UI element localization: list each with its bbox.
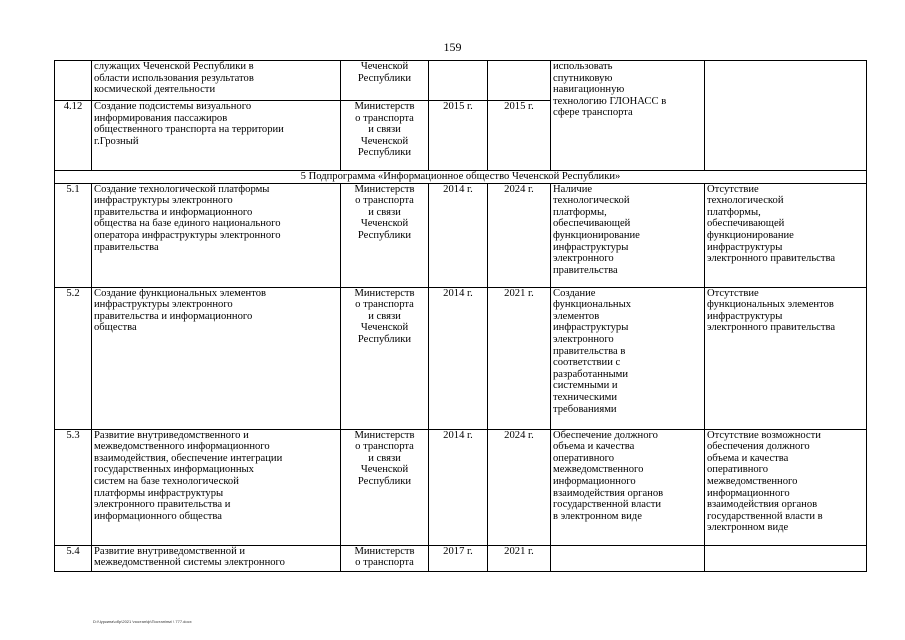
row-number: 5.4 [66, 545, 80, 557]
measure-name: Создание технологической платформы инфраструктуры электронного правительства и информационного общества на базе единого национального оператора инфраструктуры электронного правительства [94, 183, 281, 253]
row-number: 5.3 [66, 429, 80, 441]
measure-name: служащих Чеченской Республики в области использования результатов космической деятельности [94, 61, 254, 96]
table-row [55, 61, 867, 101]
start-year: 2014 г. [443, 183, 473, 195]
table-row [55, 287, 867, 429]
risk: Отсутствие функциональных элементов инфраструктуры электронного правительства [707, 287, 836, 334]
start-year: 2014 г. [443, 429, 473, 441]
executor: Министерств о транспорта [354, 545, 415, 569]
program-table [54, 60, 867, 572]
row-number: 5.1 [66, 183, 80, 195]
end-year: 2021 г. [504, 287, 534, 299]
row-number: 5.2 [66, 287, 80, 299]
executor: Министерств о транспорта и связи Чеченской Республики [354, 183, 415, 241]
measure-name: Создание функциональных элементов инфраструктуры электронного правительства и информационного общества [94, 287, 267, 334]
measure-name: Создание подсистемы визуального информирования пассажиров общественного транспорта на территории г.Грозный [94, 101, 284, 147]
footer-file-path: D:\Чуркина\обр\2021 \постан\ф\Постан\пм\ \ 777.docx [93, 619, 192, 624]
start-year: 2017 г. [443, 545, 473, 557]
executor: Министерств о транспорта и связи Чеченской Республики [354, 429, 415, 487]
end-year: 2024 г. [504, 429, 534, 441]
section-title: 5 Подпрограмма «Информационное общество Чеченской Республики» [300, 171, 621, 182]
section-row [55, 171, 867, 184]
expected-result: Обеспечение должного объема и качества оперативного межведомственного информационного взаимодействия органов государственной власти в электронном виде [553, 429, 664, 522]
expected-result: Наличие технологической платформы, обеспечивающей функционирование инфраструктуры электронного правительства [553, 183, 640, 276]
end-year: 2024 г. [504, 183, 534, 195]
end-year: 2021 г. [504, 545, 534, 557]
expected-result-part2: технологию ГЛОНАСС в сфере транспорта [553, 95, 667, 119]
risk: Отсутствие возможности обеспечения должного объема и качества оперативного межведомственного информационного взаимодействия органов государственной власти в электронном виде [707, 429, 823, 534]
executor: Министерств о транспорта и связи Чеченской Республики [354, 287, 415, 345]
expected-result [553, 61, 702, 119]
table-row [55, 429, 867, 545]
table-row [55, 183, 867, 287]
executor: Министерств о транспорта и связи Чеченской Республики [354, 101, 415, 159]
executor: Чеченской Республики [357, 61, 412, 84]
measure-name: Развитие внутриведомственного и межведомственного информационного взаимодействия, обеспечение интеграции государственных информационных систем на базе технологической платформы инфраструктуры электронного правительства и информационного общества [94, 429, 283, 522]
table-row [55, 545, 867, 571]
expected-result-part1: использовать спутниковую навигационную [553, 61, 625, 96]
end-year: 2015 г. [504, 101, 534, 112]
start-year: 2014 г. [443, 287, 473, 299]
row-number: 4.12 [63, 101, 83, 112]
start-year: 2015 г. [443, 101, 473, 112]
risk: Отсутствие технологической платформы, обеспечивающей функционирование инфраструктуры электронного правительства [707, 183, 836, 265]
expected-result: Создание функциональных элементов инфраструктуры электронного правительства в соответствии с разработанными системными и техническими требованиями [553, 287, 632, 415]
page-number: 159 [443, 40, 462, 54]
measure-name: Развитие внутриведомственной и межведомственной системы электронного [94, 545, 285, 569]
